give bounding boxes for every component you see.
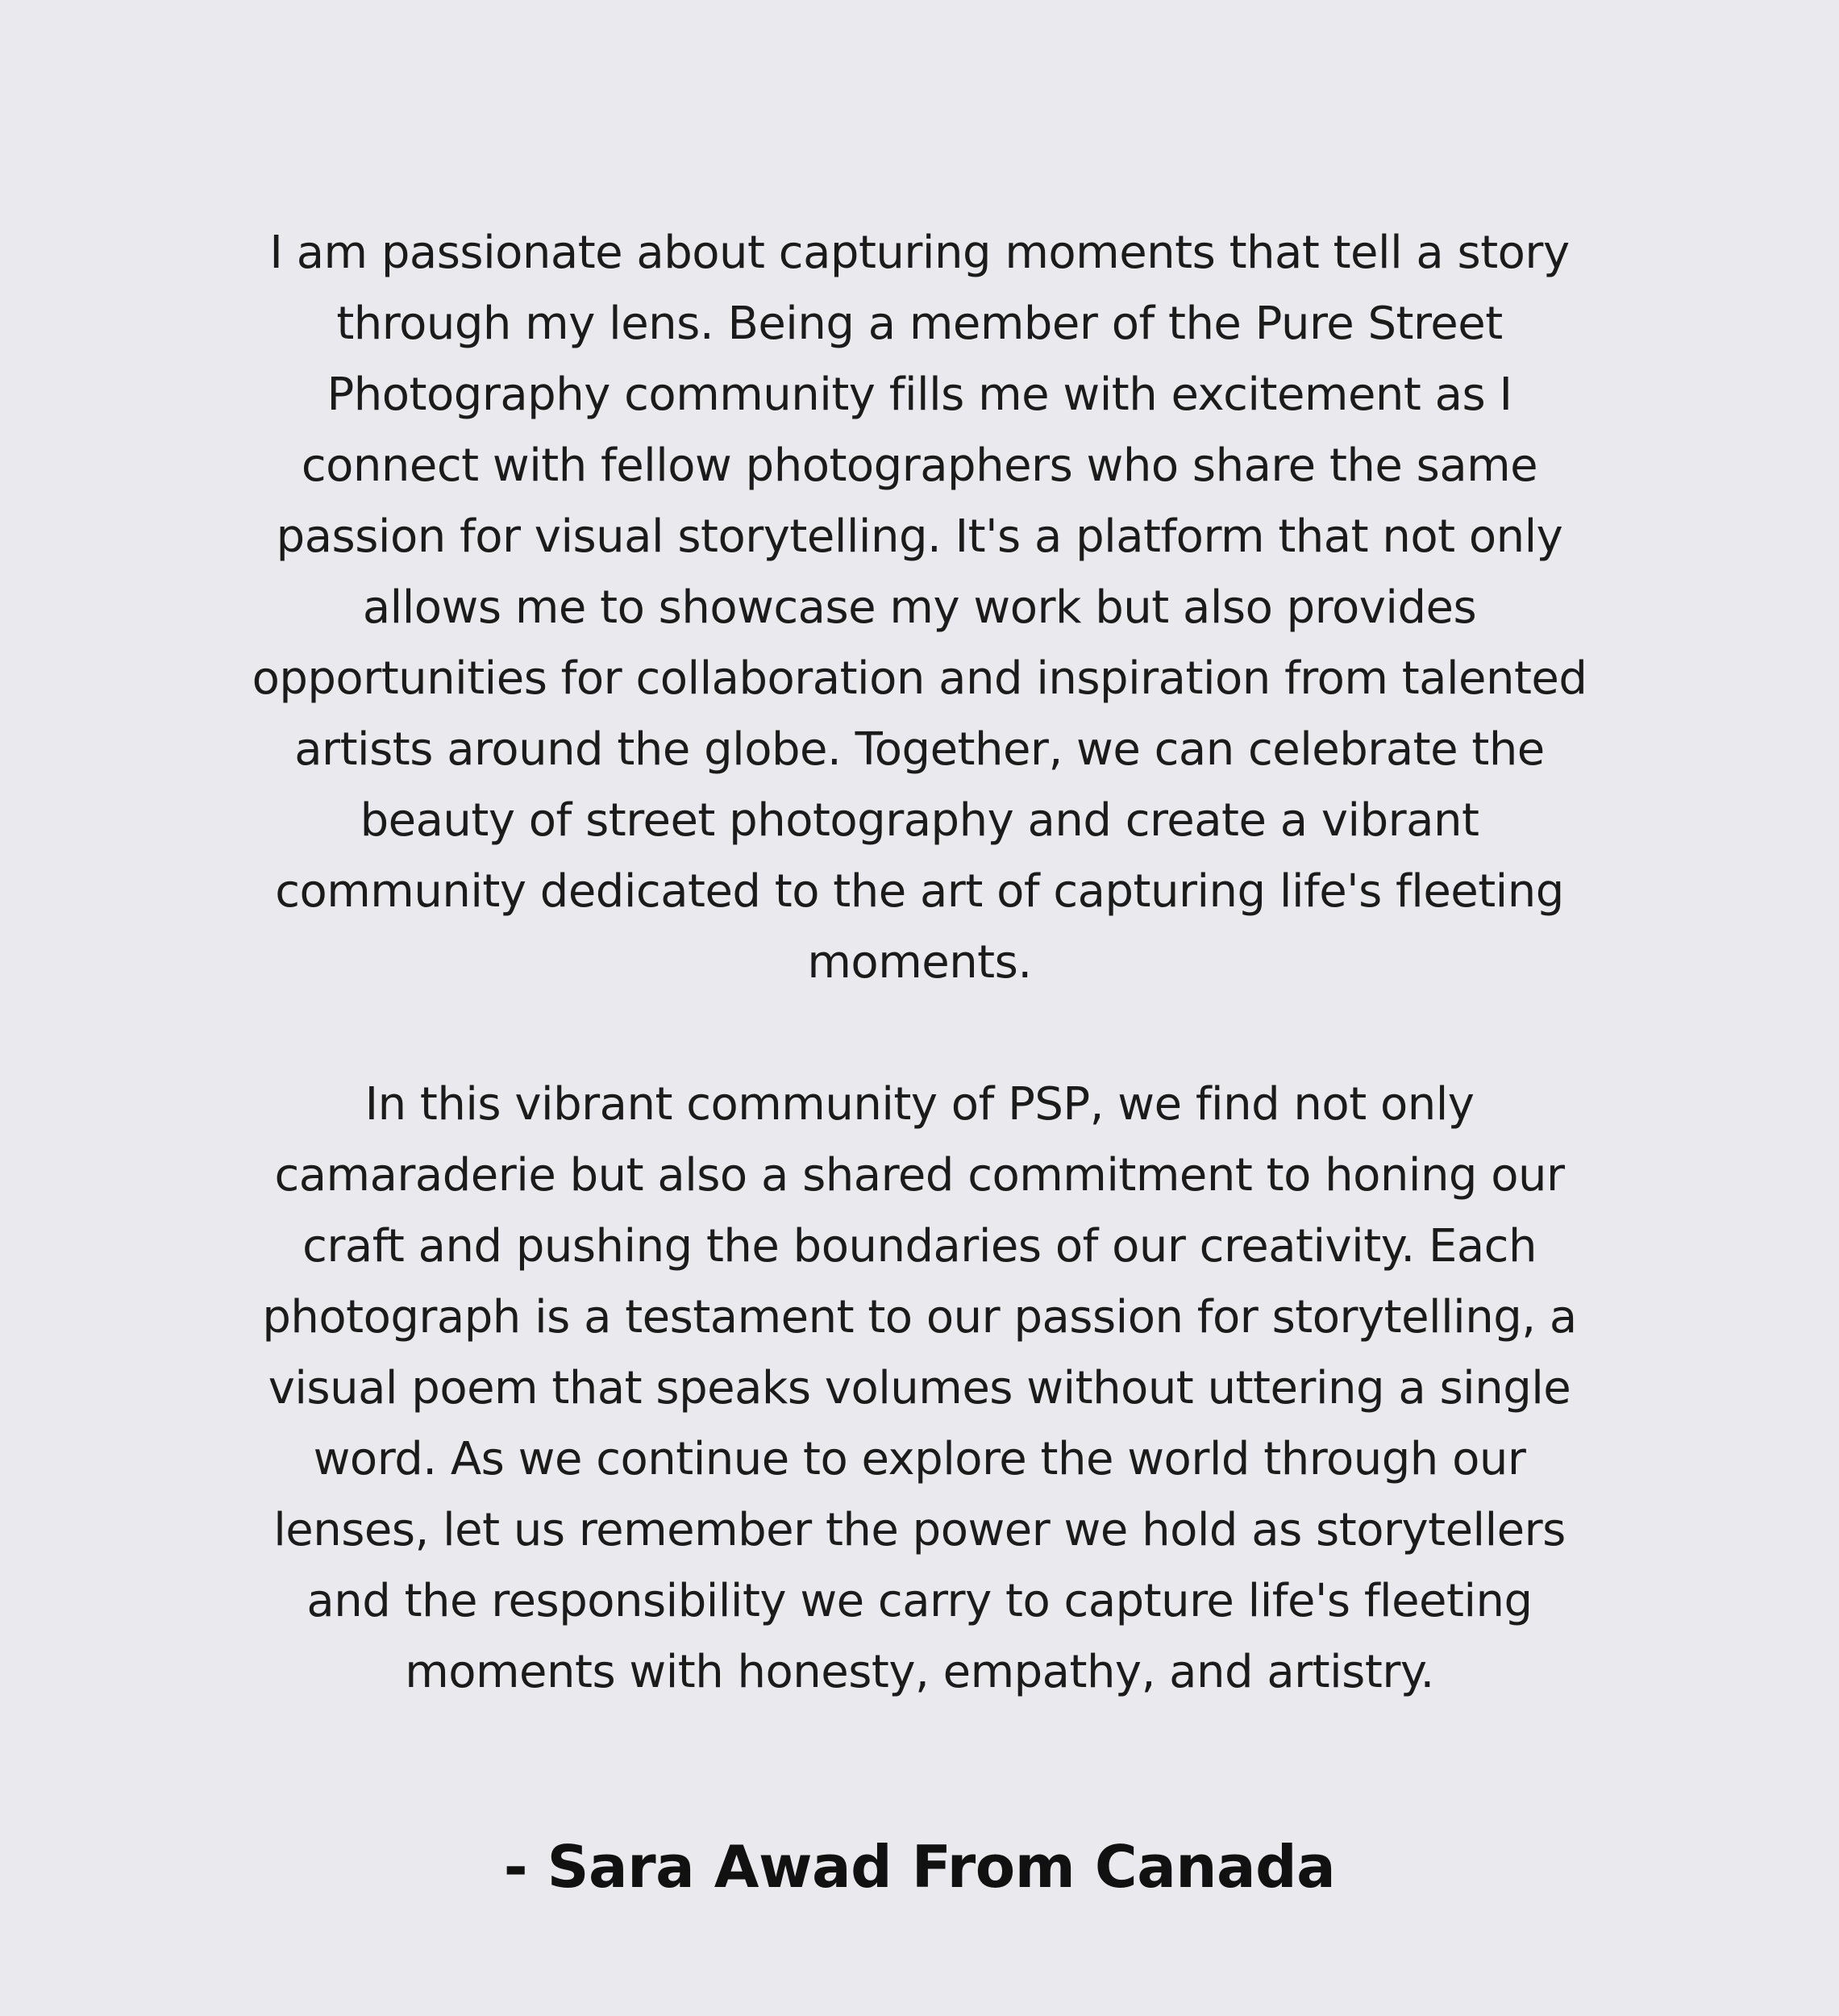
paragraph-line: and the responsibility we carry to capture life's fleeting [306, 1575, 1533, 1627]
paragraph-line: Photography community fills me with excitement as I [327, 369, 1512, 421]
paragraph-line: beauty of street photography and create a vibrant [360, 794, 1479, 847]
testimonial-paragraph-1 [0, 218, 1839, 998]
paragraph-line: opportunities for collaboration and inspiration from talented [252, 652, 1587, 705]
paragraph-line: connect with fellow photographers who share the same [301, 439, 1538, 492]
paragraph-line: word. As we continue to explore the world through our [313, 1433, 1526, 1485]
paragraph-line: visual poem that speaks volumes without uttering a single [268, 1362, 1571, 1414]
paragraph-line: through my lens. Being a member of the Pure Street [336, 298, 1503, 350]
paragraph-line: photograph is a testament to our passion for storytelling, a [262, 1291, 1577, 1343]
paragraph-line: lenses, let us remember the power we hold as storytellers [273, 1504, 1566, 1556]
paragraph-line: In this vibrant community of PSP, we find not only [364, 1078, 1475, 1131]
paragraph-line: moments. [807, 936, 1032, 989]
paragraph-line: allows me to showcase my work but also provides [362, 581, 1477, 634]
paragraph-line: community dedicated to the art of capturing life's fleeting [275, 865, 1564, 918]
paragraph-line: camaraderie but also a shared commitment to honing our [274, 1149, 1565, 1202]
paragraph-line: I am passionate about capturing moments that tell a story [269, 227, 1570, 279]
testimonial-signature: - Sara Awad From Canada [503, 1833, 1336, 1901]
testimonial-body [0, 218, 1839, 1708]
testimonial-paragraph-2 [0, 1069, 1839, 1708]
paragraph-line: artists around the globe. Together, we can celebrate the [294, 723, 1545, 776]
paragraph-line: moments with honesty, empathy, and artistry. [405, 1646, 1434, 1698]
paragraph-spacer [0, 998, 1839, 1069]
paragraph-line: craft and pushing the boundaries of our creativity. Each [302, 1220, 1537, 1272]
paragraph-line: passion for visual storytelling. It's a platform that not only [276, 510, 1563, 563]
